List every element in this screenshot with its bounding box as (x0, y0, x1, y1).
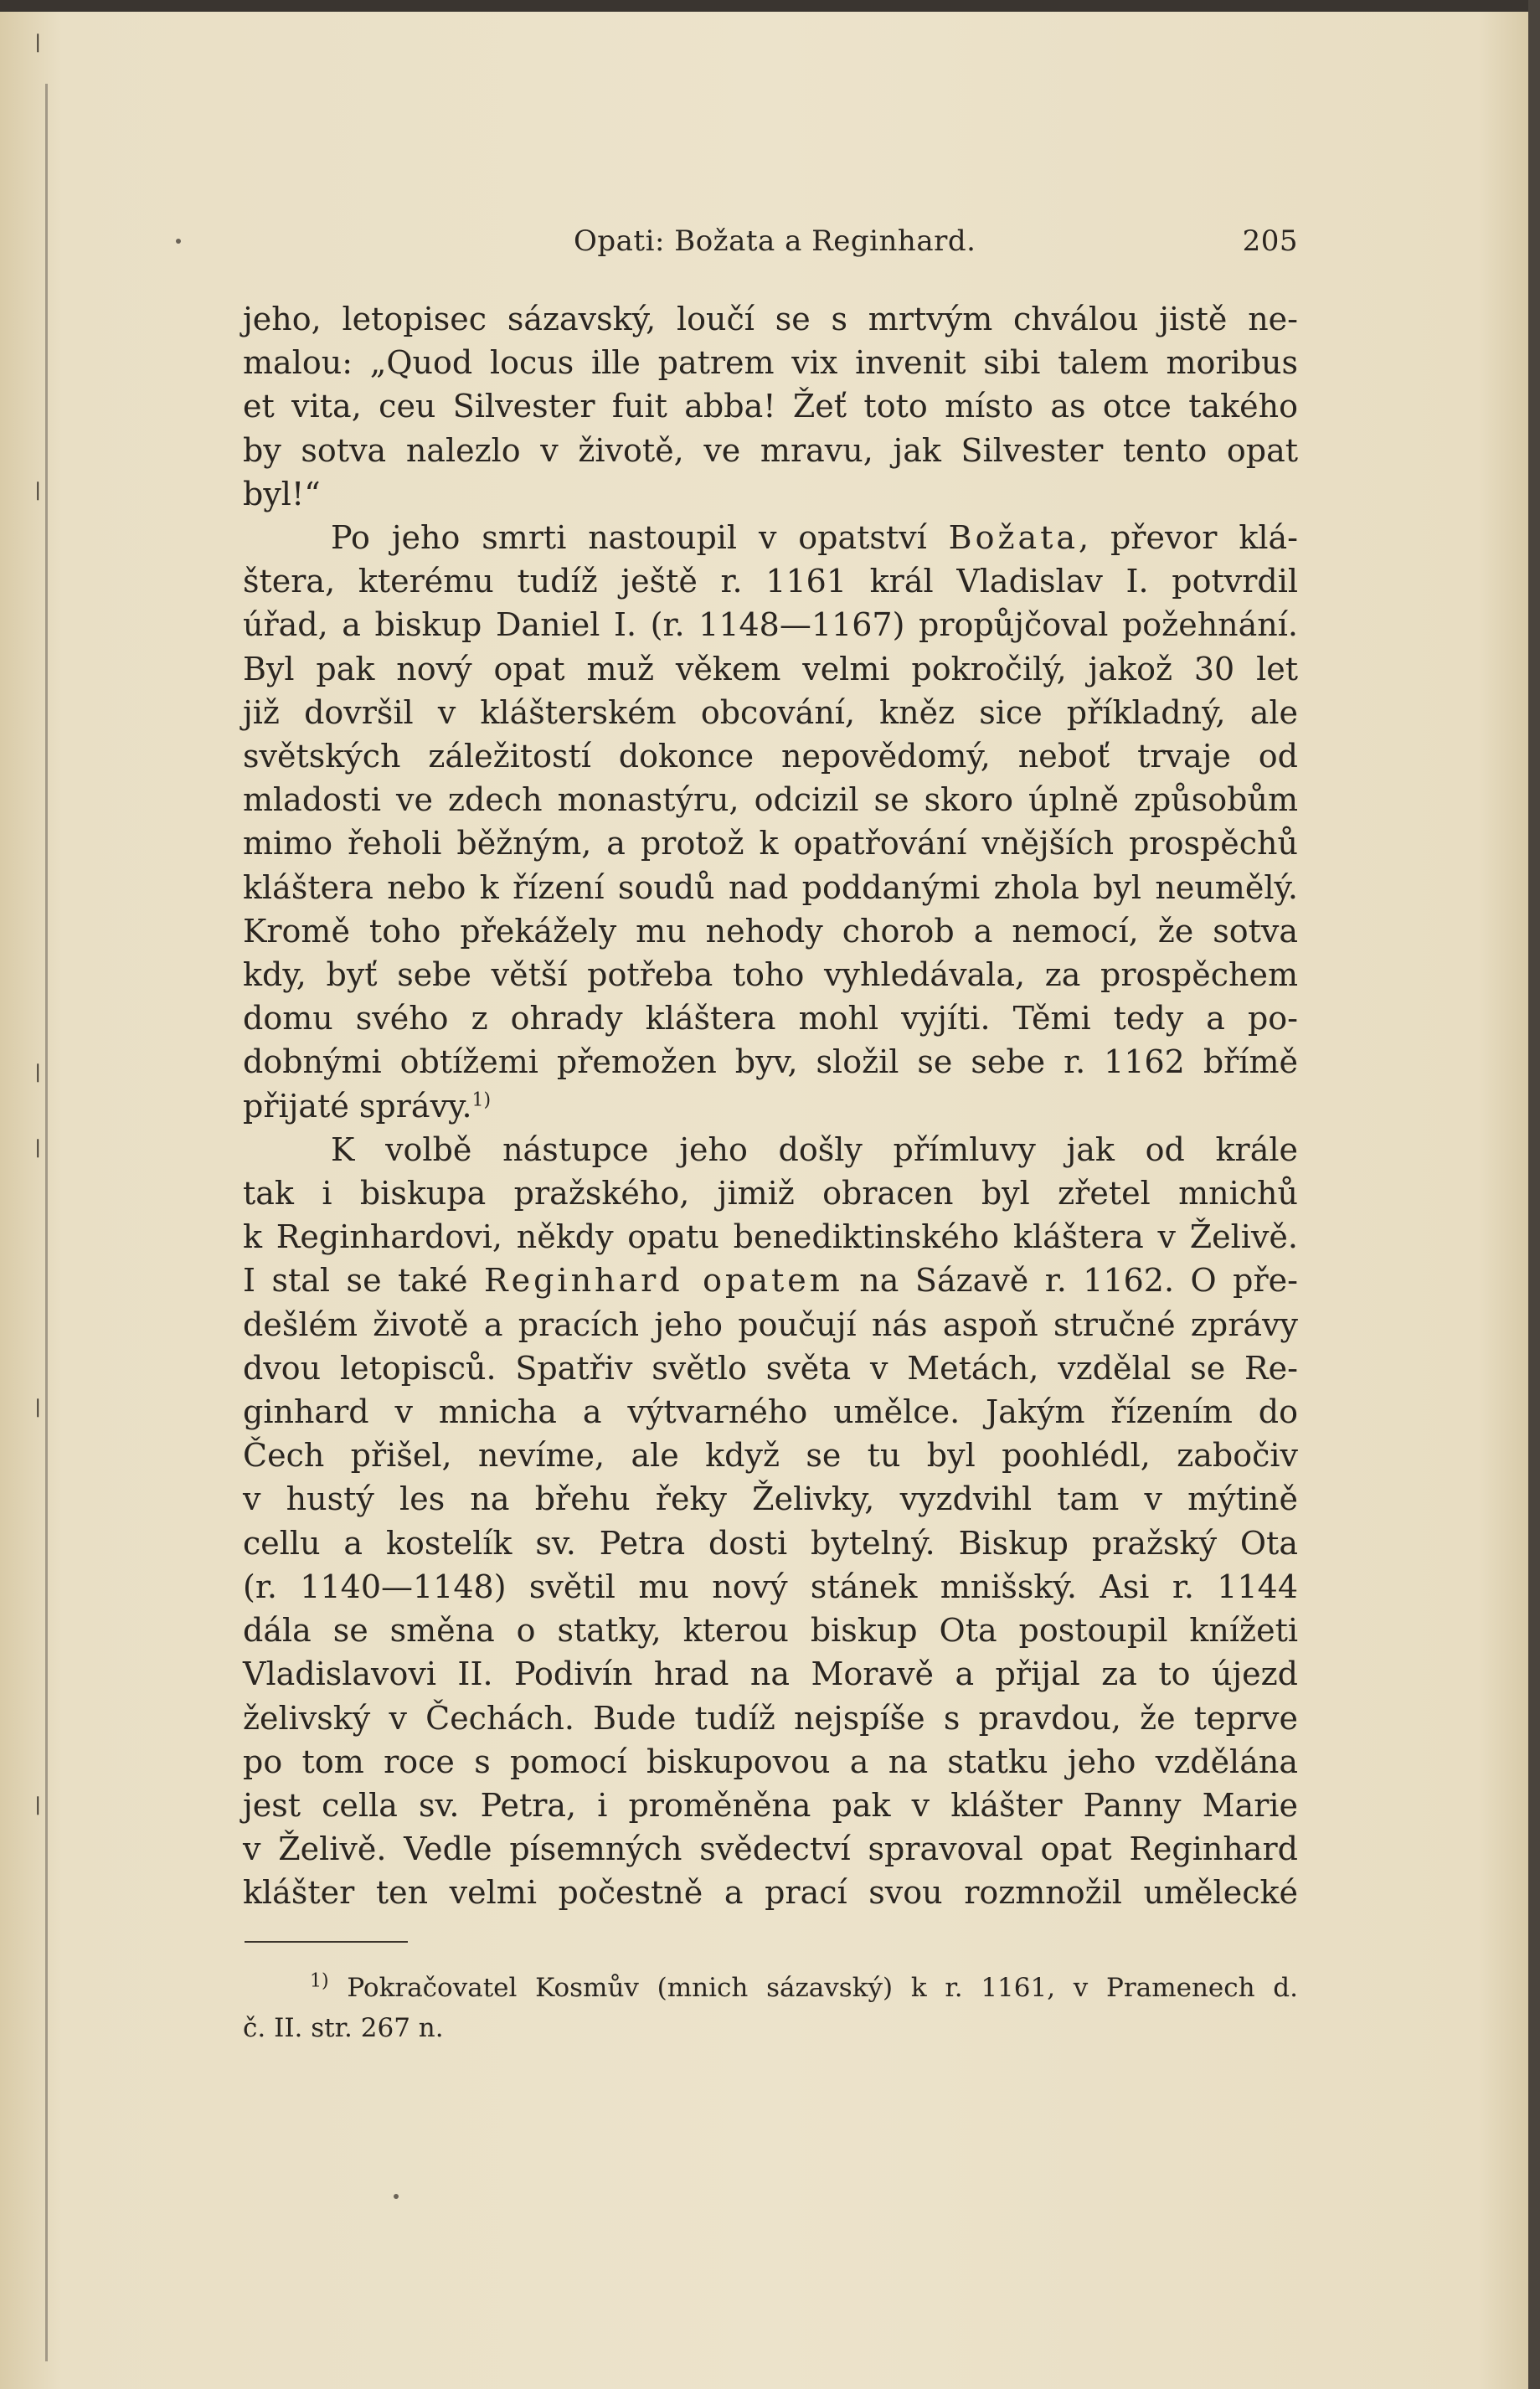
scan-top-edge (0, 0, 1540, 12)
body-text (243, 297, 1298, 1915)
margin-mark: ❘ (30, 1794, 46, 1815)
text-line: jeho, letopisec sázavský, loučí se s mrtvým chválou jistě ne- (243, 301, 1298, 337)
text-line: et vita, ceu Silvester fuit abba! Žeť toto místo as otce takého (243, 388, 1298, 425)
footnote-line (243, 1968, 1298, 2008)
text-line: Vladislavovi II. Podivín hrad na Moravě a přijal za to újezd (243, 1655, 1298, 1693)
text-line: mimo řeholi běžným, a protož k opatřování vnějších prospěchů (243, 825, 1298, 862)
footnote-rule (245, 1941, 408, 1943)
margin-mark: ❘ (30, 1137, 46, 1158)
text-line: domu svého z ohrady kláštera mohl vyjíti. Těmi tedy a po- (243, 1000, 1298, 1037)
text-line: kdy, byť sebe větší potřeba toho vyhledávala, za prospěchem (243, 956, 1298, 994)
text-span: Po jeho smrti nastoupil v opatství (331, 519, 927, 557)
page-number: 205 (1242, 224, 1298, 258)
footnote-line: č. II. str. 267 n. (243, 2013, 444, 2043)
text-line: již dovršil v klášterském obcování, kněz sice příkladný, ale (243, 693, 1298, 731)
text-line: klášter ten velmi počestně a prací svou rozmnožil umělecké (243, 1874, 1298, 1912)
text-line: dobnými obtížemi přemožen byv, složil se sebe r. 1162 břímě (243, 1043, 1298, 1081)
binding-line (45, 84, 48, 2361)
text-line: jest cella sv. Petra, i proměněna pak v klášter Panny Marie (243, 1786, 1298, 1824)
text-line: K volbě nástupce jeho došly přímluvy jak od krále (331, 1130, 1298, 1168)
text-line: Kromě toho překážely mu nehody chorob a nemocí, že sotva (243, 912, 1298, 950)
text-line: želivský v Čechách. Bude tudíž nejspíše s pravdou, že teprve (243, 1699, 1298, 1737)
text-line: (r. 1140—1148) světil mu nový stánek mnišský. Asi r. 1144 (243, 1568, 1298, 1605)
text-line: k Reginhardovi, někdy opatu benediktinského kláštera v Želivě. (243, 1218, 1298, 1256)
text-line: cellu a kostelík sv. Petra dosti bytelný. Biskup pražský Ota (243, 1524, 1298, 1562)
speck (176, 239, 181, 244)
text-line: v hustý les na břehu řeky Želivky, vyzdvihl tam v mýtině (243, 1480, 1298, 1518)
name-bozata: Božata (948, 519, 1079, 557)
text-span: I stal se také (243, 1262, 468, 1300)
text-line: dešlém životě a pracích jeho poučují nás aspoň stručné zprávy (243, 1305, 1298, 1343)
running-head: Opati: Božata a Reginhard. (574, 224, 976, 258)
text-line: kláštera nebo k řízení soudů nad poddanými zhola byl neumělý. (243, 868, 1298, 906)
speck (394, 2194, 399, 2199)
text-line: malou: „Quod locus ille patrem vix invenit sibi talem moribus (243, 344, 1298, 382)
name-reginhard: Reginhard opatem (483, 1262, 843, 1300)
margin-mark: ❘ (30, 480, 46, 501)
margin-mark: ❘ (30, 1397, 46, 1418)
text-line: mladosti ve zdech monastýru, odcizil se skoro úplně způsobům (243, 781, 1298, 819)
text-span: , převor klá- (1079, 519, 1298, 557)
scan-right-edge (1528, 0, 1540, 2389)
text-line: dála se směna o statky, kterou biskup Ota postoupil knížeti (243, 1612, 1298, 1650)
text-span: přijaté správy. (243, 1087, 472, 1125)
margin-mark: ❘ (30, 1062, 46, 1083)
text-line: štera, kterému tudíž ještě r. 1161 král Vladislav I. potvrdil (243, 563, 1298, 600)
text-line (243, 1084, 1298, 1128)
text-line: by sotva nalezlo v životě, ve mravu, jak Silvester tento opat (243, 431, 1298, 469)
text-line: Byl pak nový opat muž věkem velmi pokročilý, jakož 30 let (243, 650, 1298, 687)
text-line: v Želivě. Vedle písemných svědectví spravoval opat Reginhard (243, 1830, 1298, 1868)
text-line: Čech přišel, nevíme, ale když se tu byl poohlédl, zabočiv (243, 1437, 1298, 1475)
text-line: po tom roce s pomocí biskupovou a na statku jeho vzdělána (243, 1743, 1298, 1780)
margin-mark: ❘ (30, 32, 46, 53)
text-span: na Sázavě r. 1162. O pře- (859, 1262, 1298, 1300)
page-header (243, 224, 1298, 266)
text-line (243, 516, 1298, 559)
text-line: dvou letopisců. Spatřiv světlo světa v Metách, vzdělal se Re- (243, 1349, 1298, 1387)
text-line (243, 1259, 1298, 1302)
text-line: ginhard v mnicha a výtvarného umělce. Jakým řízením do (243, 1393, 1298, 1431)
text-line: byl!“ (243, 475, 321, 512)
footnote-marker: 1) (310, 1970, 329, 1992)
footnote-text: Pokračovatel Kosmův (mnich sázavský) k r. 1161, v Pramenech d. (347, 1973, 1299, 2003)
text-line: úřad, a biskup Daniel I. (r. 1148—1167) propůjčoval požehnání. (243, 606, 1298, 644)
footnote-ref: 1) (471, 1089, 492, 1110)
text-line: světských záležitostí dokonce nepovědomý, neboť trvaje od (243, 738, 1298, 775)
text-line: tak i biskupa pražského, jimiž obracen byl zřetel mnichů (243, 1175, 1298, 1213)
footnote (243, 1968, 1298, 2048)
